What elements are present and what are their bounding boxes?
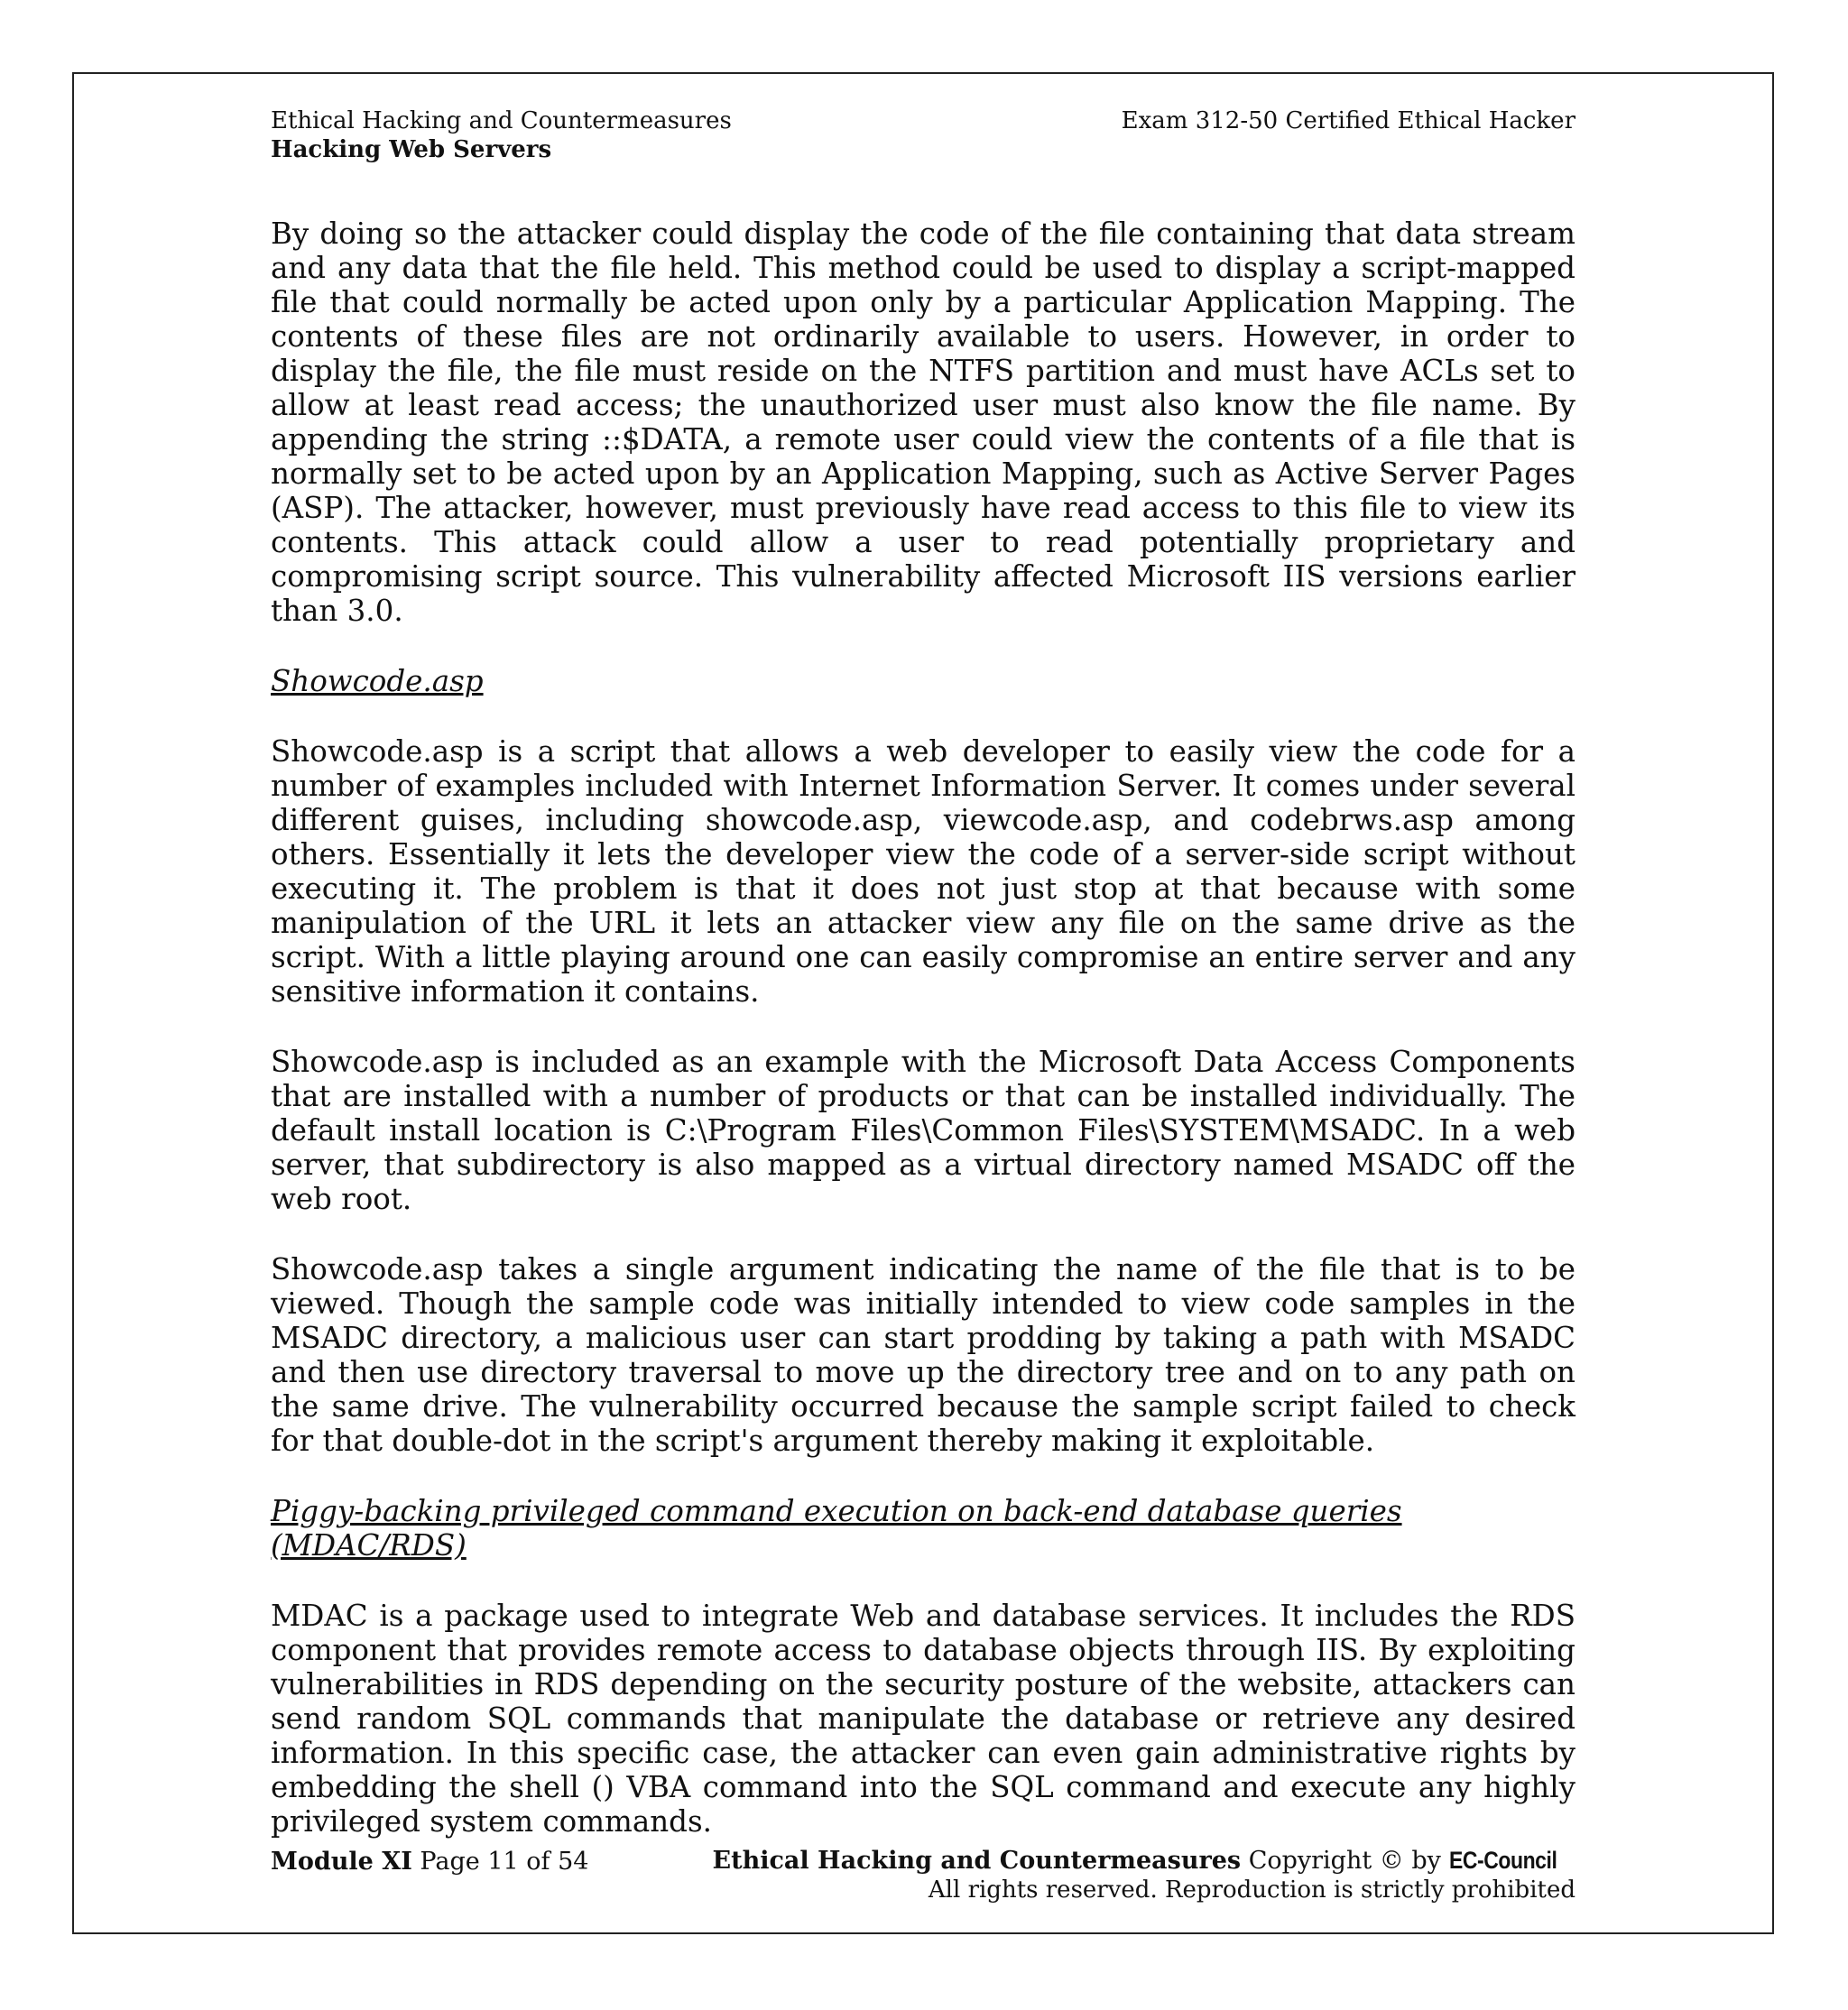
paragraph: Showcode.asp is a script that allows a web developer to easily view the code for a number of examples included with Internet Information Server. It comes under several different guises, including showcode.asp, viewcode.asp, and codebrws.asp among others. Essentially it lets the developer view the code of a server-side script without executing it. The problem is that it does not just stop at that because with some manipulation of the URL it lets an attacker view any file on the same drive as the script. With a little playing around one can easily compromise an entire server and any sensitive information it contains. — [271, 734, 1575, 1009]
section-heading: Showcode.asp — [271, 664, 484, 698]
exam-label: Exam 312-50 Certified Ethical Hacker — [1121, 107, 1575, 134]
footer-copyright-line — [713, 1846, 1575, 1876]
module-title: Hacking Web Servers — [271, 136, 552, 163]
footer-page-number: Page 11 of 54 — [420, 1848, 589, 1876]
page-footer-right — [713, 1846, 1575, 1904]
page-header-right — [1122, 106, 1575, 135]
footer-course-title: Ethical Hacking and Countermeasures — [712, 1847, 1242, 1875]
paragraph: By doing so the attacker could display the code of the file containing that data stream and any data that the file held. This method could be used to display a script-mapped file that could normally be acted upon only by a particular Application Mapping. The contents of these files are not ordinarily available to users. However, in order to display the file, the file must reside on the NTFS partition and must have ACLs set to allow at least read access; the unauthorized user must also know the file name. By appending the string ::$DATA, a remote user could view the contents of a file that is normally set to be acted upon by an Application Mapping, such as Active Server Pages (ASP). The attacker, however, must previously have read access to this file to view its contents. This attack could allow a user to read potentially proprietary and compromising script source. This vulnerability affected Microsoft IIS versions earlier than 3.0. — [271, 217, 1575, 628]
page-header-left — [271, 106, 732, 164]
footer-copyright: Copyright © by — [1248, 1847, 1441, 1875]
paragraph: Showcode.asp takes a single argument indicating the name of the file that is to be viewed. Though the sample code was initially intended to view code samples in the MSADC directory, a malicious user can start prodding by taking a path with MSADC and then use directory traversal to move up the directory tree and on to any path on the same drive. The vulnerability occurred because the sample script failed to check for that double-dot in the script's argument thereby making it exploitable. — [271, 1252, 1575, 1458]
footer-module-label: Module XI — [271, 1848, 412, 1876]
ec-council-logo: EC-Council — [1448, 1847, 1557, 1874]
course-title: Ethical Hacking and Countermeasures — [271, 107, 732, 134]
section-heading: Piggy-backing privileged command execution on back-end database queries (MDAC/RDS) — [271, 1494, 1402, 1563]
main-content — [271, 217, 1575, 1875]
page-footer-left — [271, 1848, 588, 1876]
paragraph: Showcode.asp is included as an example with the Microsoft Data Access Components that are installed with a number of products or that can be installed individually. The default install location is C:\Program Files\Common Files\SYSTEM\MSADC. In a web server, that subdirectory is also mapped as a virtual directory named MSADC off the web root. — [271, 1045, 1575, 1216]
paragraph: MDAC is a package used to integrate Web and database services. It includes the RDS component that provides remote access to database objects through IIS. By exploiting vulnerabilities in RDS depending on the security posture of the website, attackers can send random SQL commands that manipulate the database or retrieve any desired information. In this specific case, the attacker can even gain administrative rights by embedding the shell () VBA command into the SQL command and execute any highly privileged system commands. — [271, 1599, 1575, 1839]
footer-rights: All rights reserved. Reproduction is strictly prohibited — [928, 1876, 1575, 1904]
